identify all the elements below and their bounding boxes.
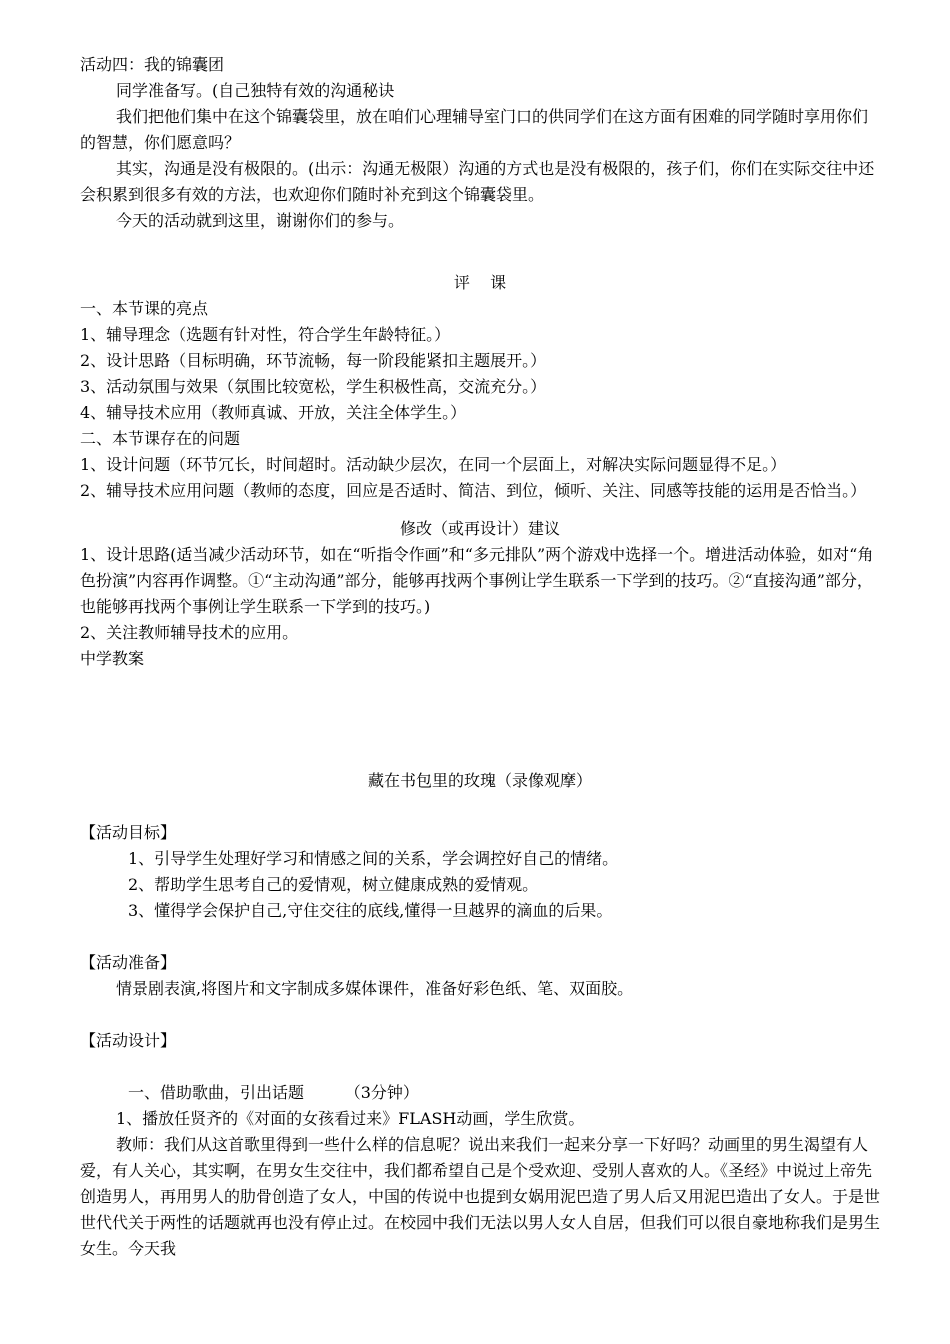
footer-label: 中学教案	[80, 649, 145, 668]
step1-heading: 一、借助歌曲，引出话题 （3分钟）	[128, 1083, 419, 1102]
highlight-item: 1、辅导理念（选题有针对性，符合学生年龄特征。）	[80, 325, 451, 344]
design-heading: 【活动设计】	[80, 1031, 177, 1050]
goal-item: 1、引导学生处理好学习和情感之间的关系，学会调控好自己的情绪。	[128, 849, 619, 868]
spacer	[80, 234, 880, 270]
problem-item: 2、辅导技术应用问题（教师的态度，回应是否适时、简洁、到位，倾听、关注、同感等技能的运用是否恰当。）	[80, 481, 867, 500]
activity4-heading: 活动四：我的锦囊团	[80, 55, 225, 74]
document-page	[80, 52, 880, 1262]
prep-text: 情景剧表演,将图片和文字制成多媒体课件，准备好彩色纸、笔、双面胶。	[116, 979, 634, 998]
activity4-closing: 今天的活动就到这里，谢谢你们的参与。	[116, 211, 405, 230]
step1-item: 1、播放任贤齐的《对面的女孩看过来》FLASH动画，学生欣赏。	[116, 1109, 585, 1128]
highlight-item: 3、活动氛围与效果（氛围比较宽松，学生积极性高，交流充分。）	[80, 377, 547, 396]
goal-item: 2、帮助学生思考自己的爱情观，树立健康成熟的爱情观。	[128, 875, 539, 894]
activity4-line1: 同学准备写。(自己独特有效的沟通秘诀	[116, 81, 395, 100]
review-section2-heading: 二、本节课存在的问题	[80, 429, 241, 448]
suggestion-item: 2、关注教师辅导技术的应用。	[80, 623, 299, 642]
activity4-para1: 我们把他们集中在这个锦囊袋里，放在咱们心理辅导室门口的供同学们在这方面有困难的同学随时享用你们的智慧，你们愿意吗？	[80, 107, 869, 152]
review-title: 评 课	[453, 273, 507, 292]
spacer	[80, 924, 880, 950]
spacer	[80, 794, 880, 820]
suggestions-title: 修改（或再设计）建议	[399, 519, 560, 538]
spacer	[80, 1054, 880, 1080]
highlight-item: 4、辅导技术应用（教师真诚、开放，关注全体学生。）	[80, 403, 467, 422]
spacer	[80, 1002, 880, 1028]
review-section1-heading: 一、本节课的亮点	[80, 299, 209, 318]
goals-heading: 【活动目标】	[80, 823, 177, 842]
problem-item: 1、设计问题（环节冗长，时间超时。活动缺少层次，在同一个层面上，对解决实际问题显得不足。）	[80, 455, 787, 474]
prep-heading: 【活动准备】	[80, 953, 177, 972]
highlight-item: 2、设计思路（目标明确，环节流畅，每一阶段能紧扣主题展开。）	[80, 351, 547, 370]
goal-item: 3、懂得学会保护自己,守住交往的底线,懂得一旦越界的滴血的后果。	[128, 901, 613, 920]
teacher-paragraph: 教师：我们从这首歌里得到一些什么样的信息呢？说出来我们一起来分享一下好吗？动画里的男生渴望有人爱，有人关心，其实啊，在男女生交往中，我们都希望自己是个受欢迎、受别人喜欢的人。《圣经》中说过上帝先创造男人，再用男人的肋骨创造了女人，中国的传说中也提到女娲用泥巴造了男人后又用泥巴造出了女人。于是世世代代关于两性的话题就再也没有停止过。在校园中我们无法以男人女人自居，但我们可以很自豪地称我们是男生女生。今天我	[80, 1135, 881, 1258]
spacer	[80, 672, 880, 768]
lesson2-title: 藏在书包里的玫瑰（录像观摩）	[367, 771, 592, 790]
spacer	[80, 504, 880, 516]
activity4-para2: 其实，沟通是没有极限的。(出示：沟通无极限）沟通的方式也是没有极限的，孩子们，你们在实际交往中还会积累到很多有效的方法，也欢迎你们随时补充到这个锦囊袋里。	[80, 159, 875, 204]
suggestion-item: 1、设计思路(适当减少活动环节，如在“听指令作画”和“多元排队”两个游戏中选择一个。增进活动体验，如对“角色扮演”内容再作调整。①“主动沟通”部分，能够再找两个事例让学生联系一下学到的技巧。②“直接沟通”部分，也能够再找两个事例让学生联系一下学到的技巧。)	[80, 545, 874, 616]
